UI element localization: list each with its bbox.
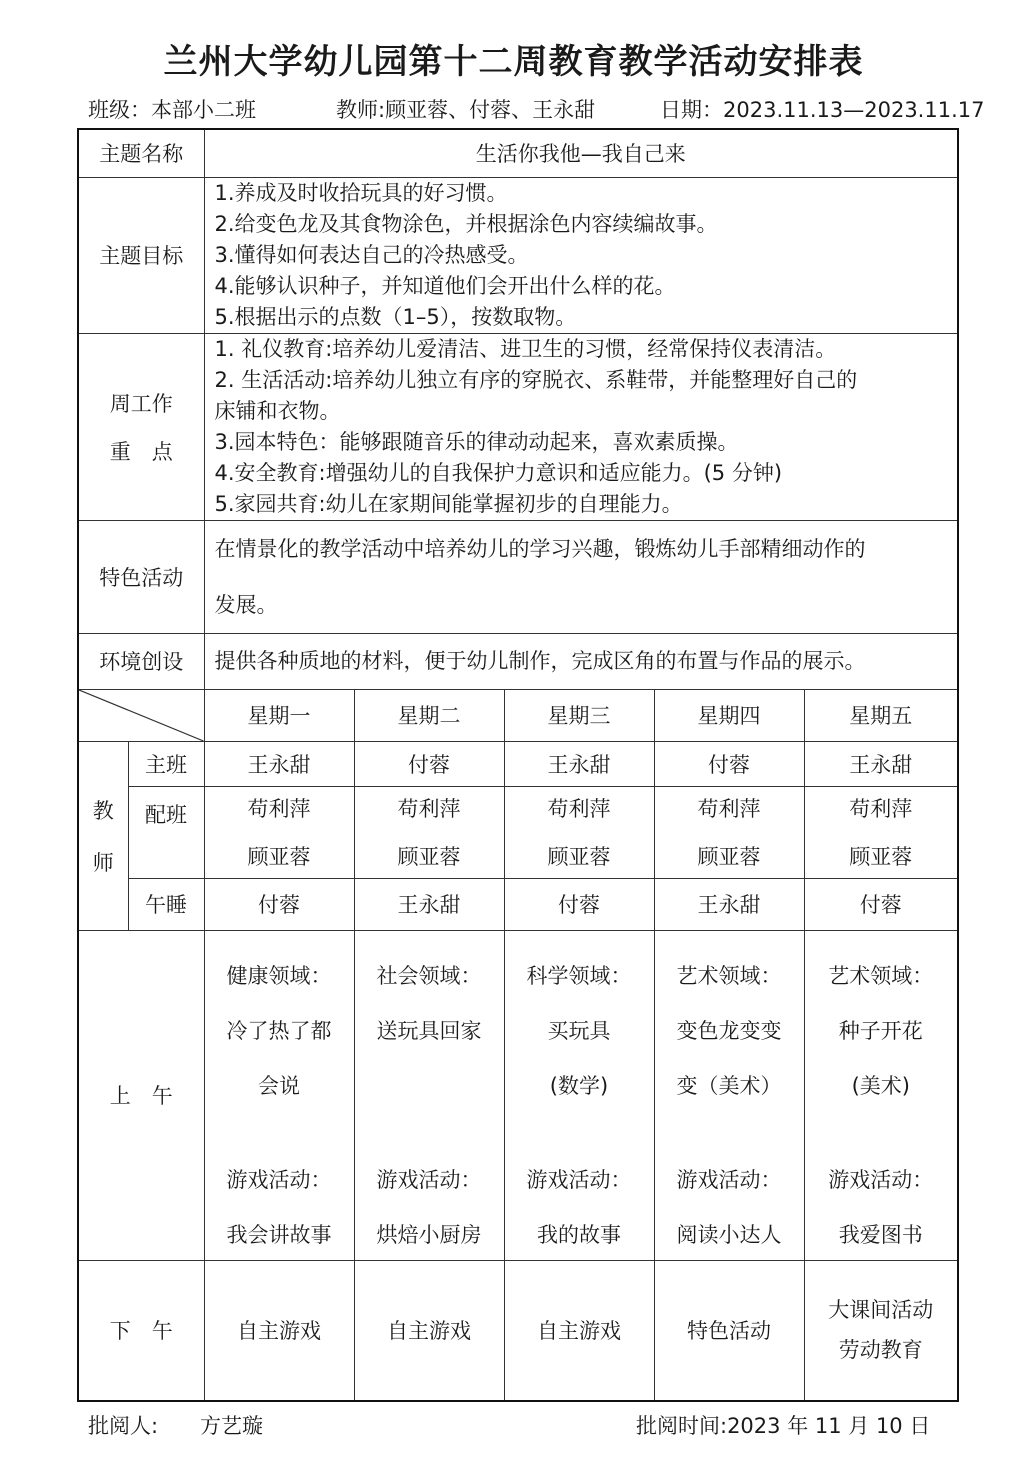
- goal-item: 2.给变色龙及其食物涂色，并根据涂色内容续编故事。: [214, 211, 718, 236]
- teacher-group-char1: 教: [92, 798, 114, 823]
- nap-cell: 付蓉: [204, 878, 354, 930]
- nap-cell: 付蓉: [804, 878, 958, 930]
- weekly-label-line1: 周工作: [109, 391, 173, 416]
- weekly-item: 2. 生活活动:培养幼儿独立有序的穿脱衣、系鞋带，并能整理好自己的: [214, 367, 858, 392]
- main-teacher-cell: 王永甜: [804, 741, 958, 786]
- goals-label: 主题目标: [78, 177, 204, 333]
- morning-label: 上 午: [78, 930, 204, 1260]
- afternoon-label: 下 午: [78, 1260, 204, 1401]
- feature-text: [204, 520, 958, 633]
- lesson-domain: 健康领域：: [226, 963, 332, 988]
- goals-row: [78, 177, 958, 333]
- weekly-item: 5.家园共育:幼儿在家期间能掌握初步的自理能力。: [214, 491, 683, 516]
- weekly-item: 3.园本特色：能够跟随音乐的律动动起来，喜欢素质操。: [214, 429, 739, 454]
- reviewer-label: 批阅人:: [88, 1414, 159, 1438]
- goal-item: 3.懂得如何表达自己的冷热感受。: [214, 242, 529, 267]
- nap-cell: 王永甜: [354, 878, 504, 930]
- main-teacher-label: 主班: [128, 741, 204, 786]
- feature-line: 在情景化的教学活动中培养幼儿的学习兴趣，锻炼幼儿手部精细动作的: [214, 536, 866, 561]
- lesson-domain: 科学领域：: [526, 963, 632, 988]
- lesson-title: 变（美术）: [676, 1073, 782, 1098]
- afternoon-activity: 劳动教育: [838, 1338, 923, 1363]
- lesson-title: (数学): [549, 1073, 609, 1098]
- game-value: 我会讲故事: [226, 1222, 332, 1247]
- assist-name: 苟利萍: [697, 797, 761, 821]
- afternoon-row: [78, 1260, 958, 1401]
- assist-name: 顾亚蓉: [849, 845, 913, 869]
- weekly-item: 1. 礼仪教育:培养幼儿爱清洁、进卫生的习惯，经常保持仪表清洁。: [214, 336, 837, 361]
- nap-cell: 王永甜: [654, 878, 804, 930]
- day-header-wed: 星期三: [504, 689, 654, 741]
- afternoon-cell-thu: 特色活动: [654, 1260, 804, 1401]
- afternoon-cell-mon: 自主游戏: [204, 1260, 354, 1401]
- main-teacher-cell: 付蓉: [654, 741, 804, 786]
- game-label: 游戏活动：: [526, 1167, 632, 1192]
- lesson-domain: 社会领域：: [376, 963, 482, 988]
- nap-label: 午睡: [128, 878, 204, 930]
- theme-value: 生活你我他—我自己来: [204, 129, 958, 177]
- nap-row: [78, 878, 958, 930]
- morning-cell-tue: [354, 930, 504, 1260]
- day-header-mon: 星期一: [204, 689, 354, 741]
- feature-row: [78, 520, 958, 633]
- lesson-title: 送玩具回家: [376, 1018, 482, 1043]
- lesson-title: 变色龙变变: [676, 1018, 782, 1043]
- assist-name: 苟利萍: [547, 797, 611, 821]
- weekly-list: [204, 333, 958, 520]
- goal-item: 4.能够认识种子，并知道他们会开出什么样的花。: [214, 273, 676, 298]
- game-label: 游戏活动：: [676, 1167, 782, 1192]
- morning-cell-fri: [804, 930, 958, 1260]
- lesson-title: 会说: [258, 1073, 300, 1098]
- environment-text: 提供各种质地的材料，便于幼儿制作，完成区角的布置与作品的展示。: [204, 633, 958, 689]
- main-teacher-cell: 王永甜: [204, 741, 354, 786]
- afternoon-cell-tue: 自主游戏: [354, 1260, 504, 1401]
- afternoon-activity: 大课间活动: [828, 1298, 934, 1323]
- reviewer-name: 方艺璇: [200, 1414, 263, 1438]
- assist-teacher-cell: [804, 786, 958, 878]
- assist-name: 苟利萍: [397, 797, 461, 821]
- assist-teacher-cell: [654, 786, 804, 878]
- days-header-row: [78, 689, 958, 741]
- theme-label: 主题名称: [78, 129, 204, 177]
- weekly-item: 4.安全教育:增强幼儿的自我保护力意识和适应能力。(5 分钟): [214, 460, 783, 485]
- assist-name: 顾亚蓉: [247, 845, 311, 869]
- schedule-table: [77, 128, 959, 1402]
- environment-row: [78, 633, 958, 689]
- morning-cell-wed: [504, 930, 654, 1260]
- morning-cell-mon: [204, 930, 354, 1260]
- main-teacher-row: [78, 741, 958, 786]
- goal-item: 5.根据出示的点数（1–5），按数取物。: [214, 304, 577, 329]
- game-value: 我爱图书: [838, 1222, 923, 1247]
- assist-teacher-cell: [504, 786, 654, 878]
- assist-teacher-cell: [204, 786, 354, 878]
- goal-item: 1.养成及时收拾玩具的好习惯。: [214, 180, 508, 205]
- assist-name: 苟利萍: [247, 797, 311, 821]
- assist-name: 苟利萍: [849, 797, 913, 821]
- main-teacher-cell: 王永甜: [504, 741, 654, 786]
- weekly-row: [78, 333, 958, 520]
- diagonal-line: [79, 690, 204, 741]
- afternoon-cell-wed: 自主游戏: [504, 1260, 654, 1401]
- game-value: 阅读小达人: [676, 1222, 782, 1247]
- game-label: 游戏活动：: [828, 1167, 934, 1192]
- goals-list: [204, 177, 958, 333]
- date-info: 日期：2023.11.13—2023.11.17: [660, 98, 985, 122]
- lesson-title: (美术): [851, 1073, 910, 1098]
- morning-cell-thu: [654, 930, 804, 1260]
- lesson-domain: 艺术领域：: [828, 963, 934, 988]
- class-info: 班级：本部小二班: [88, 98, 256, 122]
- afternoon-cell-fri: [804, 1260, 958, 1401]
- nap-cell: 付蓉: [504, 878, 654, 930]
- assist-teacher-label: 配班: [128, 786, 204, 878]
- assist-name: 顾亚蓉: [397, 845, 461, 869]
- feature-label: 特色活动: [78, 520, 204, 633]
- teachers-info: 教师:顾亚蓉、付蓉、王永甜: [336, 98, 596, 122]
- game-label: 游戏活动：: [376, 1167, 482, 1192]
- assist-teacher-row: [78, 786, 958, 878]
- teacher-group-label: [78, 741, 128, 930]
- environment-label: 环境创设: [78, 633, 204, 689]
- lesson-title: 买玩具: [547, 1018, 611, 1043]
- feature-line: 发展。: [214, 592, 278, 617]
- page-title: 兰州大学幼儿园第十二周教育教学活动安排表: [163, 42, 864, 82]
- day-header-thu: 星期四: [654, 689, 804, 741]
- review-time: 批阅时间:2023 年 11 月 10 日: [636, 1414, 931, 1438]
- game-value: 烘焙小厨房: [376, 1222, 482, 1247]
- lesson-domain: 艺术领域：: [676, 963, 782, 988]
- game-label: 游戏活动：: [226, 1167, 332, 1192]
- assist-teacher-cell: [354, 786, 504, 878]
- weekly-label: [78, 333, 204, 520]
- teacher-group-char2: 师: [92, 850, 114, 875]
- lesson-title: 冷了热了都: [226, 1018, 332, 1043]
- main-teacher-cell: 付蓉: [354, 741, 504, 786]
- assist-name: 顾亚蓉: [547, 845, 611, 869]
- day-header-tue: 星期二: [354, 689, 504, 741]
- day-header-fri: 星期五: [804, 689, 958, 741]
- theme-row: [78, 129, 958, 177]
- morning-row: [78, 930, 958, 1260]
- diagonal-header-cell: [78, 689, 204, 741]
- assist-name: 顾亚蓉: [697, 845, 761, 869]
- game-value: 我的故事: [537, 1222, 621, 1247]
- lesson-title: 种子开花: [838, 1018, 923, 1043]
- weekly-label-line2: 重 点: [109, 439, 173, 464]
- weekly-item: 床铺和衣物。: [214, 398, 341, 423]
